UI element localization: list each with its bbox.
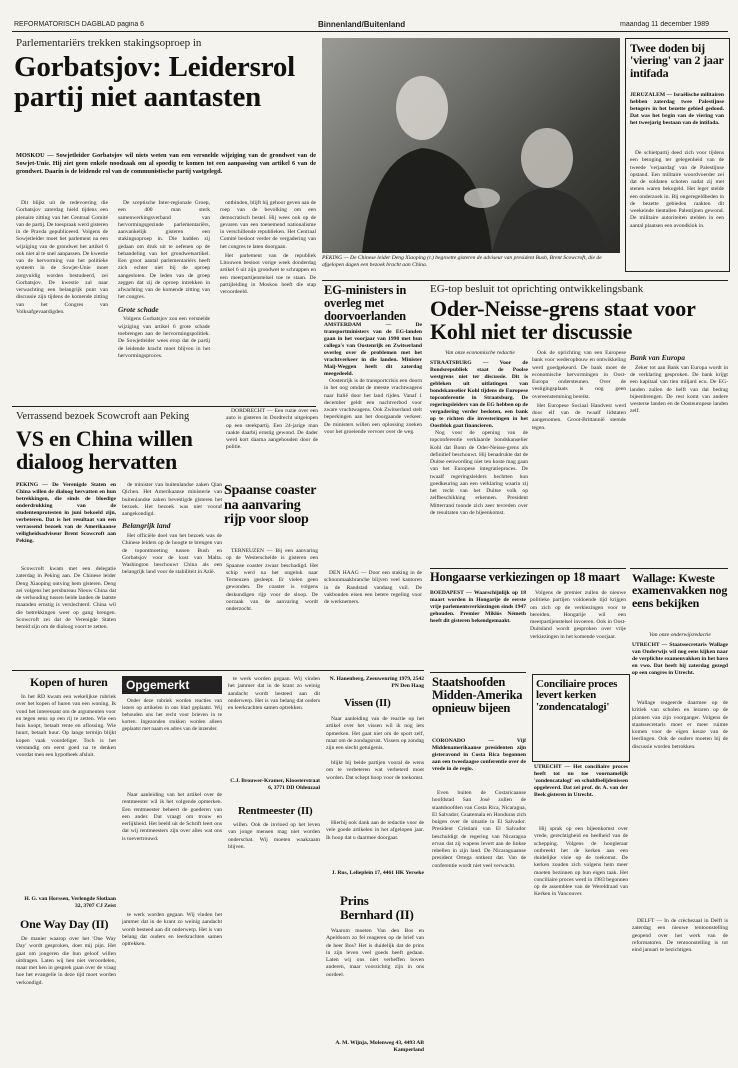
wall-rule <box>630 568 728 569</box>
eg-rule <box>322 280 728 281</box>
oder-byline: Van onze economische redactie <box>445 350 515 356</box>
rentmeester-body: willen. Ook de invloed op het leven van jonge mensen mag niet worden onderschat. Wij moeten waakzaam blijven. <box>228 822 320 850</box>
kopen-body: In het RD kwam een wekelijkse rubriek over het kopen of huren van een woning. Ik vond het interessant om de argumenten voor en tegen eens op een rij te zetten. Wie een huis koopt, betaalt rente en aflossing. Wie huurt, betaalt huur. Op lange termijn blijkt kopen vaak voordeliger. Toch is het verstandig om eerst goed na te denken voordat men een hypotheek afsluit. <box>16 694 116 759</box>
wall-lead: UTRECHT — Staatssecretaris Wallage van Onderwijs wil nog eens kijken naar de verplichte examenvakken in het havo en vwo. Dat heeft hij zaterdag gezegd op een congres in Utrecht. <box>632 642 728 676</box>
news-photo <box>322 38 620 253</box>
staats-headline: Staatshoofden Midden-Amerika opnieuw bijeen <box>432 676 523 715</box>
photo-figures <box>322 38 620 253</box>
wall-body: Wallage reageerde daarmee op de kritiek van scholen en leraren op de plannen van zijn voorganger. Volgens de staatssecretaris moet er meer ruimte komen voor de eigen keuze van de leerlingen. Ook de ouders moeten bij de discussie worden betrokken. <box>632 700 728 750</box>
hong-lead: BOEDAPEST — Waarschijnlijk op 18 maart worden in Hongarije de eerste vrije parlementsverkiezingen sinds 1947 gehouden. Premier Miklós Németh heeft dit gisteren bekendgemaakt. <box>430 590 526 624</box>
header-rule <box>12 31 728 32</box>
kopen-signature: H. G. van Horssen, Verlengde Slotlaan 32, 3707 CJ Zeist <box>24 896 116 910</box>
scow-col-1: Scowcroft kwam met een delegatie zaterdag in Peking aan. De Chinese leider Deng Xiaoping ontving hem gisteren. Deng zei volgens het persbureau Nieuw China dat de verhouding tussen beide landen de laatste maanden ernstig is verslechterd. China wil die betrekkingen weer op gang brengen. Scowcroft zei dat de Verenigde Staten bereid zijn om de dialoog voort te zetten. <box>16 566 116 631</box>
opgemerkt-signature-3: N. Hanenberg, Zeeuwenring 1979, 2542 PN Den Haag <box>329 676 424 690</box>
denhaag-brief: DEN HAAG — Door een staking in de schoonmaakbranche blijven veel kantoren in de Randstad vandaag vuil. De vakbonden eisen een betere regeling voor de werknemers. <box>324 570 422 606</box>
doden-headline: Twee doden bij 'viering' van 2 jaar intifada <box>630 42 724 80</box>
prins-col-2: Hierbij ook dank aan de redactie voor de vele goede artikelen in het afgelopen jaar. Ik hoop dat u daarmee doorgaat. <box>326 820 424 841</box>
oneday-body: De manier waarop over het 'One Way Day' wordt gesproken, doet mij pijn. Het gaat om jongeren die hun geloof willen uitdragen. Laten wij hen niet veroordelen, maar met hen in gesprek gaan over de vraag hoe het evangelie in deze tijd moet worden verkondigd. <box>16 936 116 986</box>
oder-body-3: Bank van Europa Zeker tot aan Bank van Europa wordt in de verklaring gesproken. De bank krijgt een kapitaal van tien miljard ecu. De EG-landen zullen de helft van dat bedrag bijeenbrengen. De rest komt van andere westerse landen en de Oosteuropese landen zelf. <box>630 353 728 415</box>
egmin-lead: AMSTERDAM — De transportministers van de EG-landen gaan in het voorjaar van 1990 met hun collega's van Oostenrijk en Zwitserland overleg over de problemen met het vrachtverkeer in die landen. Minister Maij-Weggen heeft dit zaterdag meegedeeld. <box>324 322 422 377</box>
opgemerkt-signature-1: C.J. Brouwer-Kramer, Kloosterstraat 6, 3771 DD Oldenzaal <box>230 778 320 792</box>
prins-signature-1: J. Rus, Lelieplein 17, 4461 HK Yerseke <box>331 870 424 876</box>
spanse-body: TERNEUZEN — Bij een aanvaring op de Westerschelde is gisteren een Spaanse coaster zwaar beschadigd. Het schip werd na het ongeluk naar Terneuzen gesleept. Er vielen geen gewonden. De coaster is volgens deskundigen rijp voor de sloop. De oorzaak van de aanvaring wordt onderzocht. <box>226 548 318 613</box>
scow-headline: VS en China willen dialoog hervatten <box>16 428 193 474</box>
oneday-headline: One Way Day (II) <box>20 918 109 931</box>
opgemerkt-col-1b: te werk worden gegaan. Wij vinden het jammer dat in de krant zo weinig aandacht wordt besteed aan dit onderwerp. Het is van belang dat ouders en leerkrachten samen optrekken. <box>122 912 222 948</box>
page-date: maandag 11 december 1989 <box>620 21 709 28</box>
main-col-2: De sceptische Inter-regionale Groep, een 400 man sterk samenwerkingsverband van hervormingsgezinde parlementariërs, aanvankelijk gisteren een stakingsoproep in. Die hadden zij gedaan om druk uit te oefenen op de behandeling van het grondwetsartikel. Een groot aantal parlementariërs heeft zich echter niet bij de oproep aangesloten. De leden van de groep zeggen dat zij de oproep intrekken in afwachting van de komende zitting van het congres. Grote schade Volgens Gorbatsjov zou een versnelde wijziging van artikel 6 grote schade toebrengen aan de hervormingspolitiek. De Sowjetleider wees erop dat de partij de leidende kracht moet blijven in het hervormingsproces. <box>118 200 210 359</box>
conciliaire-lead: UTRECHT — Het conciliaire proces heeft tot nu toe voornamelijk 'zondencatalogi' en schuldbelijdenissen opgeleverd. Dat zei prof. dr. A. van der Beek gisteren in Utrecht. <box>534 764 628 798</box>
prins-body: Waarom moeten Van den Bos en Apeldoorn zo fel reageren op de brief van de heer Bos? Het is duidelijk dat de prins in zijn leven veel goeds heeft gedaan. Laten wij ons niet verheffen boven anderen, maar voorzichtig zijn in ons oordeel. <box>326 928 424 978</box>
oder-headline: Oder-Neisse-grens staat voor Kohl niet ter discussie <box>430 298 696 344</box>
main-col-1: Dit blijkt uit de redevoering die Gorbatsjov zaterdag hield tijdens een plenaire zitting van het Centraal Comité van de partij. De toespraak werd gisteren in de Pravda gepubliceerd. Volgens de Sowjetleider moet het parlement na een wijziging van de grondwet het artikel 6 ook niet al te snel aanpassen. De kwestie van de hervorming van het politieke systeem in de Sowjet-Unie moet zorgvuldig worden bestudeerd, zei Gorbatsjov. De kwestie zal naar verwachting een belangrijk punt van discussie zijn tijdens de komende zitting van het Congres van Volksafgevaardigden. <box>16 200 108 315</box>
main-col-3: ontbinden, blijft hij gehoor geven aan de roep van de bevolking om een democratisch bestel. Hij wees ook op de gevaren van een toenemend nationalisme in verschillende republieken. Het Centraal Comité besloot verder de vergadering van het congres te laten doorgaan. Het parlement van de republiek Litouwen besloot vorige week donderdag artikel 6 uit zijn grondwet te schrappen en een meerpartijenstelsel toe te staan. De partijleiding in Moskou heeft die stap veroordeeld. <box>220 200 316 296</box>
conciliaire-body: Hij sprak op een bijeenkomst over vrede, gerechtigheid en heelheid van de schepping. Volgens de hoogleraar ontbreekt het de kerken aan een duidelijke visie op de toekomst. De kerken zouden zich volgens hem meer moeten bezinnen op hun eigen taak. Het conciliaire proces werd in 1983 begonnen op de assemblee van de Wereldraad van Kerken in Vancouver. <box>534 826 628 898</box>
egmin-body: Oostenrijk is de transportcrisis een doorn in het oog omdat de meeste vrachtwagens naar Italië door het land rijden. Vanaf 1 december geldt een nachtverbod voor zware vrachtwagens. Ook Zwitserland stelt beperkingen aan het doorgaande verkeer. De ministers willen een oplossing zoeken voor het groeiende vervoer over de weg. <box>324 378 422 435</box>
oder-subhead: Bank van Europa <box>630 353 686 362</box>
main-lead: MOSKOU — Sowjetleider Gorbatsjov wil niets weten van een versnelde wijziging van de grondwet van de Sowjet-Unie. Hij ziet geen enkele noodzaak om al spoedig te komen tot een aanpassing van artikel 6 van de grondwet. Daarin is de leidende rol van de communistische partij vastgelegd. <box>16 152 316 175</box>
conciliaire-headline: Conciliaire proces levert kerken 'zondencatalogi' <box>536 679 618 713</box>
delft-brief: DELFT — In de crèchezaal in Delft is zaterdag een nieuwe tentoonstelling geopend over het werk van de reformatoren. De tentoonstelling is tot eind januari te bezichtigen. <box>632 918 728 954</box>
prins-col-1: blijkt bij beide partijen vooral de wens om te verbeteren wat verbeterd moet worden. Dat schept hoop voor de toekomst. <box>326 760 424 781</box>
oder-body-1: Nog voor de opening van de topconferentie verklaarde bondskanselier Kohl dat Bonn de Oder-Neisse-grens als definitief beschouwt. Hij benadrukte dat de Duitse eenwording niet ten koste mag gaan van het Europese integratieproces. De twaalf regeringsleiders hechtten hun goedkeuring aan een verklaring waarin zij het recht van het Duitse volk op zelfbeschikking erkennen. President Mitterrand toonde zich zeer tevreden over de resultaten van de bijeenkomst. <box>430 430 528 516</box>
section-name: Binnenland/Buitenland <box>318 20 406 29</box>
vissen-headline: Vissen (II) <box>344 698 391 709</box>
paper-name: REFORMATORISCH DAGBLAD pagina 6 <box>14 21 145 28</box>
prins-signature-2: A. M. Wijnja, Molenweg 43, 4493 AB Kamperland <box>335 1040 424 1054</box>
egmin-headline: EG-ministers in overleg met doorvoerlanden <box>324 284 407 323</box>
wall-headline: Wallage: Kweste examenvakken nog eens bekijken <box>632 572 728 610</box>
hong-headline: Hongaarse verkiezingen op 18 maart <box>430 571 620 584</box>
dordrecht-brief: DORDRECHT — Een ruzie over een auto is gisteren in Dordrecht uitgelopen op een steekpartij. Een 24-jarige man raakte daarbij ernstig gewond. De dader werd kort daarna aangehouden door de politie. <box>226 408 318 451</box>
scow-kicker: Verrassend bezoek Scowcroft aan Peking <box>16 411 190 422</box>
scow-subhead: Belangrijk land <box>122 521 171 531</box>
main-subhead: Grote schade <box>118 304 159 314</box>
oder-body-2: Ook de oprichting van een Europese bank voor wederopbouw en ontwikkeling werd goedgekeurd. De bank moet de economische hervormingen in Oost-Europa ondersteunen. Over de vestigingsplaats is nog geen overeenstemming bereikt. Het Europese Sociaal Handvest werd door elf van de twaalf lidstaten aangenomen. Groot-Brittannië stemde tegen. <box>532 350 626 431</box>
staats-lead: CORONADO — Vijf Middenamerikaanse presidenten zijn gisteravond in Costa Rica begonnen aan een tweedaagse conferentie over de vrede in de regio. <box>432 738 526 772</box>
opgemerkt-title: Opgemerkt <box>122 676 222 694</box>
opgemerkt-intro: Onder deze rubriek worden reacties van lezers op artikelen in ons blad geplaatst. Wij behouden ons het recht voor brieven in te korten. Ingezonden stukken worden alleen geplaatst met naam en adres van de inzender. <box>122 698 222 732</box>
staats-rule <box>430 672 526 673</box>
scow-lead: PEKING — De Verenigde Staten en China willen de dialoog hervatten en hun betrekkingen, die sinds de bloedige onderdrukking van de studentenprotesten in juni bekoeld zijn, verbeteren. Dat is het resultaat van een verrassend bezoek van de Amerikaanse veiligheidsadviseur Brent Scowcroft aan Peking. <box>16 482 116 544</box>
vissen-body: Naar aanleiding van de reactie op het artikel over het vissen wil ik nog iets opmerken. Het gaat niet om de sport zelf, maar om de zondagsrust. Vissers op zondag zijn een slecht getuigenis. <box>326 716 424 752</box>
photo-caption: PEKING — De Chinese leider Deng Xiaoping (r.) begroette gisteren de adviseur van president Bush, Brent Scowcroft, die de afgelopen dagen een bezoek bracht aan China. <box>322 255 602 268</box>
spanse-headline: Spaanse coaster na aanvaring rijp voor sloop <box>224 484 317 528</box>
hong-body: Volgens de premier zullen de nieuwe politieke partijen voldoende tijd krijgen om zich op de verkiezingen voor te bereiden. Hongarije wil een meerpartijenstelsel invoeren. Ook in Oost-Duitsland wordt gesproken over vrije verkiezingen in het komende voorjaar. <box>530 590 626 640</box>
staats-body: Even buiten de Costaricaanse hoofdstad San José zullen de staatshoofden van Costa Rica, Nicaragua, El Salvador, Guatemala en Honduras zich buigen over de situatie in El Salvador. President Cristiani van El Salvador beschuldigt de regering van Nicaragua ervan dat zij wapens levert aan de linkse rebellen in zijn land. De Nicaraguaanse president Ortega ontkent dat. Van de conferentie wordt niet veel verwacht. <box>432 790 526 869</box>
kopen-headline: Kopen of huren <box>30 676 108 689</box>
oder-lead: STRAATSBURG — Voor de Bondsrepubliek staat de Poolse westgrens niet ter discussie. Dit is gebleken uit uitlatingen van bondskanselier Kohl tijdens de Europese topconferentie in Straatsburg. De regeringsleiders van de EG hebben op de vergadering verder besloten, een bank op te richten die investeringen in het Oostblok gaat financieren. <box>430 360 528 429</box>
prins-headline: Prins Bernhard (II) <box>340 894 414 922</box>
oder-kicker: EG-top besluit tot oprichting ontwikkelingsbank <box>430 283 644 295</box>
opgemerkt-col-2: te werk worden gegaan. Wij vinden het jammer dat in de krant zo weinig aandacht wordt besteed aan dit onderwerp. Het is van belang dat ouders en leerkrachten samen optrekken. <box>228 676 320 712</box>
opgemerkt-col-1: Naar aanleiding van het artikel over de rentmeester wil ik het volgende opmerken. Een rentmeester beheert de goederen van een ander. Dat vraagt om trouw en eerlijkheid. Het beeld uit de Schrift leert ons dat wij rentmeesters zijn over alles wat ons is toevertrouwd. <box>122 792 222 842</box>
main-headline: Gorbatsjov: Leidersrol partij niet aantasten <box>14 52 295 113</box>
hong-rule <box>430 568 626 569</box>
scow-col-2: de minister van buitenlandse zaken Qian Qichen. Het Amerikaanse ministerie van buitenlandse zaken bevestigde gisteren het bezoek. Het bezoek was niet vooraf aangekondigd. Belangrijk land Het officiële doel van het bezoek was de Chinese leiders op de hoogte te brengen van de topontmoeting tussen Bush en Gorbatsjov voor de kust van Malta. Washington beschouwt China als een belangrijk land voor de stabiliteit in Azië. <box>122 482 222 576</box>
rentmeester-headline: Rentmeester (II) <box>238 806 313 817</box>
wall-byline: Van onze onderwijsredactie <box>649 632 711 638</box>
doden-lead: JERUZALEM — Israëlische militairen hebben zaterdag twee Palestijnse betogers in het bezette gebied gedood. Dat was het begin van de viering van het tweejarig bestaan van de intifada. <box>630 92 724 126</box>
scow-rule <box>12 406 316 407</box>
doden-body: De schietpartij deed zich voor tijdens een betoging ter gelegenheid van de tweede 'verjaardag' van de Palestijnse opstand. Een militaire woordvoerder zei dat de soldaten schoten nadat zij met stenen waren bekogeld. Het leger stelde een onderzoek in. Bij ongeregeldheden in de bezette gebieden raakten dit weekeinde tientallen Palestijnen gewond. De militaire autoriteiten stelden in een aantal plaatsen een avondklok in. <box>630 150 724 229</box>
main-kicker: Parlementariërs trekken stakingsoproep in <box>16 37 202 49</box>
letters-rule <box>12 670 424 671</box>
